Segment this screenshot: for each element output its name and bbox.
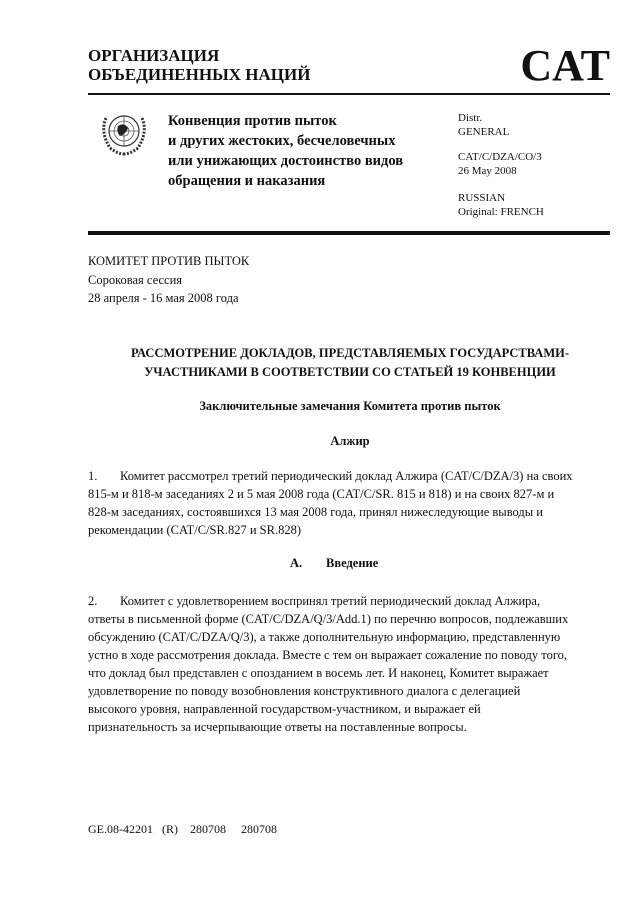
paragraph-line: рекомендации (CAT/C/SR.827 и SR.828) [88,523,301,537]
section-title: Введение [326,556,379,570]
paragraph-number: 1. [88,469,98,483]
paragraph-line: Комитет рассмотрел третий периодический доклад Алжира (CAT/C/DZA/3) на своих [120,469,573,483]
header-thick-rule [88,231,610,235]
document-symbol: CAT/C/DZA/CO/3 [458,151,542,163]
paragraph-line: устно в ходе рассмотрения доклада. Вместе с тем он выражает сожаление по поводу того, [88,648,568,662]
title-line: РАССМОТРЕНИЕ ДОКЛАДОВ, ПРЕДСТАВЛЯЕМЫХ ГОСУДАРСТВАМИ- [130,346,570,360]
country-heading: Алжир [330,434,370,448]
organization-name [88,46,310,84]
document-title [0,344,640,381]
language-block [458,192,544,219]
paragraph-line: признательность за исчерпывающие ответы на поставленные вопросы. [88,720,467,734]
paragraph-line: Комитет с удовлетворением воспринял третий периодический доклад Алжира, [120,594,541,608]
convention-line: обращения и наказания [168,173,326,189]
paragraph-line: 828-м заседаниях, состоявшихся 13 мая 2008 года, принял нижеследующие выводы и [88,505,543,519]
paragraph-line: что доклад был представлен с опозданием в восемь лет. И наконец, Комитет выражает [88,666,549,680]
footer-job-number: GE.08-42201 (R) 280708 280708 [88,822,277,836]
symbol-block [458,151,542,178]
paragraph-number: 2. [88,594,98,608]
subtitle: Заключительные замечания Комитета против пыток [199,399,501,413]
document-language: RUSSIAN [458,192,506,204]
original-language: Original: FRENCH [458,205,544,218]
paragraph-2 [88,592,568,736]
paragraph-line: обсуждению (CAT/C/DZA/Q/3), а также дополнительную информацию, представленную [88,630,561,644]
header-rule [88,93,610,95]
document-date: 26 May 2008 [458,164,517,177]
section-letter: A. [290,556,303,570]
committee-name: КОМИТЕТ ПРОТИВ ПЫТОК [88,254,250,268]
paragraph-line: ответы в письменной форме (CAT/C/DZA/Q/3/Add.1) по перечню вопросов, подлежавших [88,612,569,626]
convention-line: Конвенция против пыток [168,113,337,129]
distribution-value: GENERAL [458,125,510,138]
org-line: ОБЪЕДИНЕННЫХ НАЦИЙ [88,65,311,84]
convention-line: и других жестоких, бесчеловечных [168,133,396,149]
un-emblem-icon [94,108,154,158]
convention-line: или унижающих достоинство видов [168,153,404,169]
document-symbol-large: CAT [520,41,610,90]
paragraph-1 [88,467,573,539]
convention-title [168,111,403,191]
section-heading-a [290,556,378,571]
distribution-block [458,112,509,139]
session-name: Сороковая сессия [88,272,183,287]
paragraph-line: высокого уровня, направленной государством-участником, и выражает ей [88,702,481,716]
paragraph-line: удовлетворение по поводу возобновления конструктивного диалога с делегацией [88,684,521,698]
committee-block [88,252,249,308]
distr-label: Distr. [458,112,483,124]
paragraph-line: 815-м и 818-м заседаниях 2 и 5 мая 2008 года (CAT/C/SR. 815 и 818) и на своих 827-м и [88,487,555,501]
session-dates: 28 апреля - 16 мая 2008 года [88,291,239,305]
title-line: УЧАСТНИКАМИ В СООТВЕТСТВИИ СО СТАТЬЕЙ 19 КОНВЕНЦИИ [144,364,556,379]
org-line: ОРГАНИЗАЦИЯ [88,46,220,65]
